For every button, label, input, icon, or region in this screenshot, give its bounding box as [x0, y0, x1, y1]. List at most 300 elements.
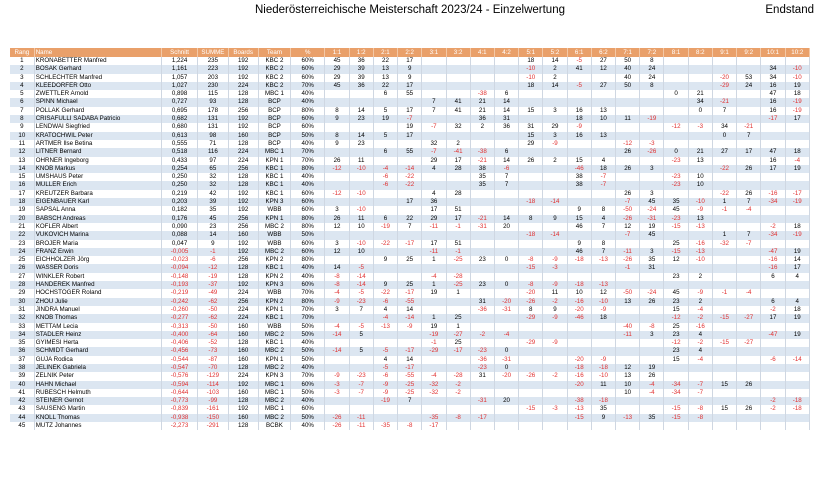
- table-cell: [688, 65, 712, 73]
- table-cell: [712, 281, 736, 289]
- table-cell: [470, 231, 494, 239]
- table-cell: -28: [446, 273, 470, 281]
- table-cell: 11: [349, 215, 373, 223]
- table-cell: 128: [228, 273, 258, 281]
- table-cell: 0,898: [161, 90, 197, 98]
- table-cell: [712, 298, 736, 306]
- player-name-cell: UMSHAUS Peter: [34, 173, 161, 181]
- table-cell: 15: [519, 132, 543, 140]
- table-cell: -0,193: [161, 281, 197, 289]
- table-cell: [761, 323, 785, 331]
- table-cell: [737, 90, 761, 98]
- table-cell: -20: [494, 298, 518, 306]
- table-cell: [640, 90, 664, 98]
- table-cell: -16: [688, 240, 712, 248]
- table-cell: [398, 331, 422, 339]
- table-cell: 0,613: [161, 132, 197, 140]
- table-cell: -4: [640, 389, 664, 397]
- table-cell: [737, 57, 761, 65]
- table-cell: -6: [198, 256, 228, 264]
- player-name-cell: ZWETTLER Arnold: [34, 90, 161, 98]
- table-cell: 4: [785, 298, 809, 306]
- table-cell: -13: [591, 256, 615, 264]
- table-cell: 9: [543, 215, 567, 223]
- table-row: [10, 306, 810, 314]
- table-cell: 0,203: [161, 198, 197, 206]
- table-cell: 26: [325, 215, 349, 223]
- table-cell: [737, 347, 761, 355]
- table-cell: 50%: [291, 132, 325, 140]
- table-cell: -2: [543, 298, 567, 306]
- table-cell: 39: [198, 198, 228, 206]
- column-header: 4:2: [494, 48, 518, 57]
- table-cell: MBC 1: [258, 148, 290, 156]
- table-cell: -18: [519, 198, 543, 206]
- table-cell: [543, 240, 567, 248]
- table-cell: 26: [737, 165, 761, 173]
- table-cell: 34: [712, 123, 736, 131]
- table-cell: [712, 414, 736, 422]
- table-cell: [422, 298, 446, 306]
- table-cell: [567, 422, 591, 430]
- table-cell: 4: [591, 157, 615, 165]
- player-name-cell: JELINEK Gabriela: [34, 364, 161, 372]
- table-cell: 36: [494, 123, 518, 131]
- table-cell: -18: [591, 397, 615, 405]
- table-cell: [567, 273, 591, 281]
- table-cell: 25: [664, 323, 688, 331]
- table-cell: -7: [349, 389, 373, 397]
- table-cell: -5: [373, 364, 397, 372]
- column-header: 9:2: [737, 48, 761, 57]
- table-cell: -5: [567, 82, 591, 90]
- table-cell: -55: [398, 298, 422, 306]
- table-cell: -7: [688, 381, 712, 389]
- table-cell: -31: [494, 306, 518, 314]
- table-cell: [398, 231, 422, 239]
- table-cell: [664, 98, 688, 106]
- table-row: [10, 248, 810, 256]
- table-cell: -11: [422, 223, 446, 231]
- table-cell: [616, 281, 640, 289]
- table-cell: 14: [494, 157, 518, 165]
- table-cell: [664, 74, 688, 82]
- table-cell: 19: [785, 165, 809, 173]
- table-cell: [373, 248, 397, 256]
- table-cell: [446, 264, 470, 272]
- table-cell: -1: [616, 264, 640, 272]
- player-name-cell: LENDWAI Siegfried: [34, 123, 161, 131]
- table-cell: 1,057: [161, 74, 197, 82]
- table-cell: 9: [567, 206, 591, 214]
- table-cell: [664, 82, 688, 90]
- table-cell: -32: [422, 389, 446, 397]
- table-cell: -2: [446, 381, 470, 389]
- table-cell: -16: [567, 298, 591, 306]
- rank-cell: 25: [10, 256, 34, 264]
- table-cell: WBB: [258, 323, 290, 331]
- table-cell: [737, 256, 761, 264]
- table-cell: 80%: [291, 107, 325, 115]
- table-cell: [446, 74, 470, 82]
- table-cell: -18: [567, 281, 591, 289]
- table-cell: [519, 389, 543, 397]
- table-cell: -36: [470, 356, 494, 364]
- table-cell: 8: [519, 215, 543, 223]
- table-cell: [591, 323, 615, 331]
- table-cell: [737, 389, 761, 397]
- table-cell: [712, 248, 736, 256]
- table-cell: -55: [398, 372, 422, 380]
- table-cell: -13: [616, 414, 640, 422]
- table-cell: -26: [519, 298, 543, 306]
- table-cell: -20: [712, 74, 736, 82]
- table-cell: -8: [446, 414, 470, 422]
- table-cell: [325, 148, 349, 156]
- table-cell: -23: [470, 347, 494, 355]
- table-cell: -8: [325, 273, 349, 281]
- table-cell: [640, 314, 664, 322]
- table-cell: -4: [737, 206, 761, 214]
- table-cell: [591, 273, 615, 281]
- table-cell: -9: [567, 123, 591, 131]
- table-cell: 192: [228, 65, 258, 73]
- table-cell: 5: [349, 331, 373, 339]
- table-cell: 14: [543, 57, 567, 65]
- table-cell: WBB: [258, 206, 290, 214]
- table-cell: 160: [228, 356, 258, 364]
- table-cell: [712, 65, 736, 73]
- table-cell: 2: [543, 65, 567, 73]
- table-cell: -5: [373, 347, 397, 355]
- table-cell: 35: [640, 414, 664, 422]
- table-cell: KBC 1: [258, 173, 290, 181]
- table-cell: [664, 132, 688, 140]
- table-cell: -7: [616, 231, 640, 239]
- table-row: [10, 107, 810, 115]
- table-cell: 27: [591, 57, 615, 65]
- table-cell: 8: [325, 132, 349, 140]
- table-cell: -23: [349, 372, 373, 380]
- table-cell: [398, 339, 422, 347]
- table-cell: 23: [349, 115, 373, 123]
- table-cell: [640, 273, 664, 281]
- table-cell: 19: [785, 82, 809, 90]
- table-cell: 18: [785, 306, 809, 314]
- table-cell: [567, 347, 591, 355]
- table-cell: [761, 173, 785, 181]
- table-cell: 3: [543, 107, 567, 115]
- table-cell: 29: [325, 65, 349, 73]
- table-cell: [761, 339, 785, 347]
- table-cell: [325, 98, 349, 106]
- table-cell: [349, 98, 373, 106]
- table-cell: KBC 2: [258, 74, 290, 82]
- table-cell: -35: [373, 422, 397, 430]
- table-cell: -15: [664, 248, 688, 256]
- table-cell: 50%: [291, 389, 325, 397]
- table-cell: [688, 82, 712, 90]
- table-cell: 10: [567, 289, 591, 297]
- table-cell: 16: [761, 82, 785, 90]
- table-cell: [688, 422, 712, 430]
- column-header: Name: [34, 48, 161, 57]
- table-cell: WBB: [258, 240, 290, 248]
- table-cell: 14: [398, 356, 422, 364]
- table-cell: -2: [761, 405, 785, 413]
- table-cell: KPN 2: [258, 298, 290, 306]
- table-cell: 131: [198, 123, 228, 131]
- table-cell: MBC 2: [258, 347, 290, 355]
- table-cell: [446, 132, 470, 140]
- table-row: [10, 115, 810, 123]
- table-cell: 15: [567, 157, 591, 165]
- table-cell: 98: [198, 132, 228, 140]
- table-cell: -9: [325, 298, 349, 306]
- table-cell: -19: [785, 231, 809, 239]
- table-cell: 23: [664, 273, 688, 281]
- table-cell: 70%: [291, 306, 325, 314]
- column-header: 6:1: [567, 48, 591, 57]
- table-cell: [373, 414, 397, 422]
- rank-cell: 35: [10, 339, 34, 347]
- table-cell: 13: [616, 298, 640, 306]
- table-cell: 22: [373, 82, 397, 90]
- table-cell: [591, 339, 615, 347]
- table-cell: -15: [664, 414, 688, 422]
- table-cell: 160: [228, 132, 258, 140]
- table-cell: [519, 364, 543, 372]
- table-cell: MBC 2: [258, 364, 290, 372]
- column-header: %: [291, 48, 325, 57]
- table-cell: 35: [640, 256, 664, 264]
- table-cell: 19: [785, 248, 809, 256]
- table-cell: [785, 339, 809, 347]
- table-cell: 29: [325, 74, 349, 82]
- table-cell: -4: [422, 273, 446, 281]
- table-cell: 0,250: [161, 181, 197, 189]
- table-cell: -9: [688, 206, 712, 214]
- column-header: 2:1: [373, 48, 397, 57]
- table-cell: 15: [664, 306, 688, 314]
- rank-cell: 18: [10, 198, 34, 206]
- table-cell: 16: [761, 157, 785, 165]
- table-cell: 34: [688, 98, 712, 106]
- table-cell: 12: [325, 248, 349, 256]
- table-cell: 20: [494, 397, 518, 405]
- table-cell: 192: [228, 206, 258, 214]
- table-cell: [422, 132, 446, 140]
- table-cell: 223: [198, 65, 228, 73]
- table-cell: [737, 65, 761, 73]
- table-cell: [446, 397, 470, 405]
- table-cell: [616, 306, 640, 314]
- table-cell: [712, 356, 736, 364]
- table-cell: -0,023: [161, 256, 197, 264]
- table-cell: 0,695: [161, 107, 197, 115]
- table-cell: [785, 173, 809, 181]
- table-cell: [567, 90, 591, 98]
- table-cell: -161: [198, 405, 228, 413]
- table-cell: 11: [543, 289, 567, 297]
- table-cell: [664, 190, 688, 198]
- table-cell: 41: [567, 65, 591, 73]
- rank-cell: 40: [10, 381, 34, 389]
- table-cell: MBC 1: [258, 381, 290, 389]
- table-cell: [616, 339, 640, 347]
- table-cell: 24: [640, 65, 664, 73]
- table-cell: [494, 405, 518, 413]
- table-cell: -7: [422, 148, 446, 156]
- table-cell: -99: [198, 397, 228, 405]
- table-cell: -14: [398, 314, 422, 322]
- table-cell: 26: [519, 157, 543, 165]
- table-cell: 28: [446, 190, 470, 198]
- table-cell: [640, 397, 664, 405]
- table-cell: 6: [373, 148, 397, 156]
- table-cell: [591, 140, 615, 148]
- table-cell: 14: [494, 215, 518, 223]
- table-cell: [422, 356, 446, 364]
- table-cell: 128: [228, 173, 258, 181]
- column-header: 10:2: [785, 48, 809, 57]
- table-cell: [785, 381, 809, 389]
- table-cell: [712, 347, 736, 355]
- table-cell: -16: [688, 323, 712, 331]
- table-cell: -7: [688, 389, 712, 397]
- table-cell: -9: [325, 372, 349, 380]
- table-cell: 55: [398, 148, 422, 156]
- table-cell: -9: [543, 140, 567, 148]
- table-cell: 7: [712, 107, 736, 115]
- table-cell: -114: [198, 381, 228, 389]
- table-cell: [640, 157, 664, 165]
- table-cell: -19: [785, 198, 809, 206]
- table-cell: 4: [785, 273, 809, 281]
- table-cell: [737, 140, 761, 148]
- table-cell: 38: [567, 181, 591, 189]
- table-cell: 80%: [291, 256, 325, 264]
- table-cell: [325, 173, 349, 181]
- table-cell: 13: [688, 215, 712, 223]
- table-cell: [640, 98, 664, 106]
- table-cell: 34: [761, 65, 785, 73]
- table-cell: [422, 74, 446, 82]
- rank-cell: 4: [10, 82, 34, 90]
- table-cell: -26: [616, 215, 640, 223]
- table-cell: 45: [640, 231, 664, 239]
- table-cell: -29: [422, 347, 446, 355]
- table-cell: -37: [198, 281, 228, 289]
- table-cell: 39: [349, 65, 373, 73]
- table-cell: 192: [228, 248, 258, 256]
- table-cell: [519, 190, 543, 198]
- table-cell: 17: [398, 132, 422, 140]
- table-cell: [446, 364, 470, 372]
- table-cell: [761, 414, 785, 422]
- table-cell: KPN 1: [258, 215, 290, 223]
- table-cell: [494, 57, 518, 65]
- table-cell: -11: [422, 248, 446, 256]
- table-cell: -22: [712, 190, 736, 198]
- table-cell: 26: [737, 190, 761, 198]
- table-cell: [785, 347, 809, 355]
- table-cell: 80%: [291, 298, 325, 306]
- player-name-cell: ZHOU Julie: [34, 298, 161, 306]
- table-cell: [543, 165, 567, 173]
- table-cell: BCP: [258, 115, 290, 123]
- table-cell: [349, 123, 373, 131]
- table-cell: 18: [785, 223, 809, 231]
- table-cell: [519, 165, 543, 173]
- table-cell: [567, 148, 591, 156]
- table-cell: 9: [398, 74, 422, 82]
- table-cell: [349, 314, 373, 322]
- table-cell: 50: [616, 57, 640, 65]
- table-cell: 7: [591, 248, 615, 256]
- table-cell: 32: [198, 181, 228, 189]
- table-cell: -26: [519, 372, 543, 380]
- table-cell: [785, 289, 809, 297]
- rank-cell: 16: [10, 181, 34, 189]
- table-cell: 10: [349, 248, 373, 256]
- player-name-cell: JINDRA Manuel: [34, 306, 161, 314]
- player-name-cell: ZELNIK Peter: [34, 372, 161, 380]
- table-cell: [543, 347, 567, 355]
- player-name-cell: MUTZ Johannes: [34, 422, 161, 430]
- table-cell: [640, 107, 664, 115]
- table-cell: 60%: [291, 65, 325, 73]
- table-cell: 41: [446, 107, 470, 115]
- table-cell: [640, 306, 664, 314]
- table-cell: -0,406: [161, 339, 197, 347]
- table-cell: [785, 57, 809, 65]
- player-name-cell: ARTMER Ilse Betina: [34, 140, 161, 148]
- table-cell: -2: [761, 306, 785, 314]
- table-cell: [712, 215, 736, 223]
- table-cell: [470, 273, 494, 281]
- table-cell: 12: [591, 289, 615, 297]
- table-cell: 26: [616, 190, 640, 198]
- table-cell: -2: [446, 389, 470, 397]
- table-cell: 4: [688, 347, 712, 355]
- table-cell: -46: [567, 314, 591, 322]
- table-cell: 7: [591, 223, 615, 231]
- table-cell: 18: [591, 165, 615, 173]
- table-cell: 14: [349, 132, 373, 140]
- table-cell: 0,176: [161, 215, 197, 223]
- table-cell: [373, 190, 397, 198]
- table-cell: [446, 422, 470, 430]
- table-cell: 192: [228, 74, 258, 82]
- table-cell: -9: [373, 381, 397, 389]
- player-name-cell: KRATOCHWIL Peter: [34, 132, 161, 140]
- table-cell: 192: [228, 190, 258, 198]
- table-row: [10, 198, 810, 206]
- table-cell: [591, 347, 615, 355]
- table-cell: 25: [446, 314, 470, 322]
- table-cell: -4: [373, 165, 397, 173]
- table-cell: [519, 323, 543, 331]
- table-cell: 13: [373, 74, 397, 82]
- player-name-cell: KNOB Markus: [34, 165, 161, 173]
- table-cell: [494, 65, 518, 73]
- table-cell: [398, 405, 422, 413]
- table-cell: [737, 414, 761, 422]
- table-cell: 18: [785, 90, 809, 98]
- table-cell: 8: [519, 306, 543, 314]
- table-cell: 9: [373, 256, 397, 264]
